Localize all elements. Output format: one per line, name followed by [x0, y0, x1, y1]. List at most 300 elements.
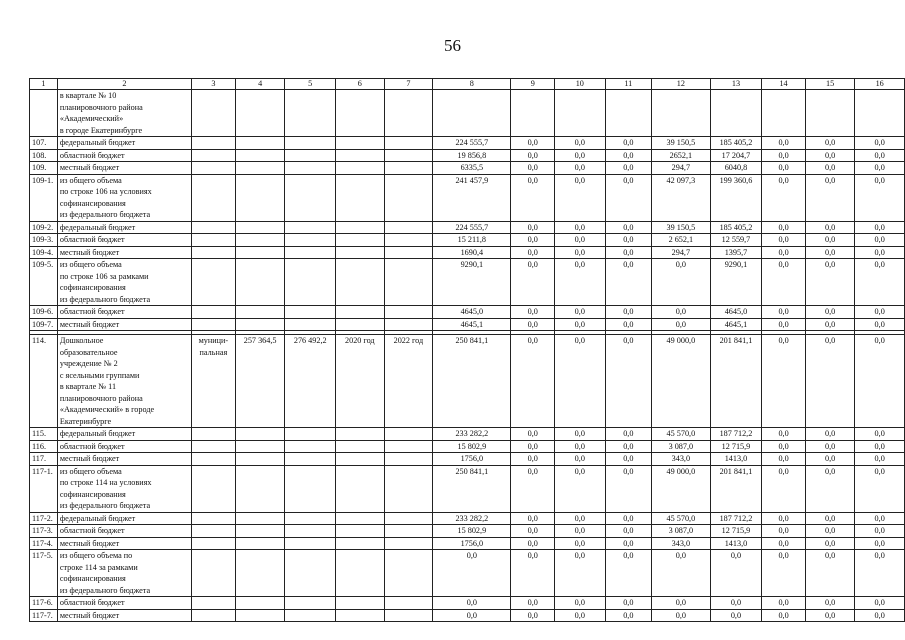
cell-text: 0,0 — [675, 307, 686, 316]
value-cell — [555, 306, 605, 319]
attribute-cell — [191, 440, 235, 453]
value-cell — [555, 512, 605, 525]
value-cell — [652, 537, 711, 550]
cell-text: 187 712,2 — [719, 429, 753, 438]
cell-text: 0,0 — [874, 598, 885, 607]
attribute-cell — [235, 137, 285, 150]
attribute-cell — [285, 428, 336, 441]
attribute-cell — [384, 440, 433, 453]
attribute-cell — [191, 246, 235, 259]
row-number-cell — [30, 597, 58, 610]
value-cell — [805, 453, 855, 466]
attribute-cell — [235, 90, 285, 137]
cell-text: 108. — [32, 150, 47, 160]
attribute-cell — [235, 512, 285, 525]
value-cell — [555, 428, 605, 441]
cell-text: 0,0 — [874, 610, 885, 620]
value-cell — [652, 597, 711, 610]
value-cell — [855, 609, 905, 622]
attribute-cell — [285, 174, 336, 221]
value-cell — [762, 512, 806, 525]
row-number-cell — [30, 428, 58, 441]
cell-text: 0,0 — [824, 441, 836, 451]
cell-text: 0,0 — [778, 163, 789, 172]
cell-text: 0,0 — [527, 138, 538, 147]
cell-text: 107. — [32, 138, 47, 147]
row-number-cell — [30, 609, 58, 622]
cell-text: 0,0 — [623, 551, 634, 560]
cell-text: 45 570,0 — [666, 429, 696, 438]
cell-text: 0,0 — [574, 319, 585, 329]
table-row — [30, 335, 905, 428]
cell-text: 15 802,9 — [457, 441, 487, 451]
cell-text: 4645,0 — [460, 307, 484, 316]
cell-text: 0,0 — [874, 307, 885, 316]
attribute-cell — [191, 550, 235, 597]
row-number-cell — [30, 453, 58, 466]
cell-text: 0,0 — [675, 610, 686, 620]
value-cell — [855, 246, 905, 259]
cell-text: 0,0 — [527, 260, 538, 269]
cell-text: 114. — [32, 336, 47, 345]
cell-text: 0,0 — [874, 513, 885, 523]
value-cell — [710, 428, 762, 441]
column-number-header: 6 — [336, 79, 385, 90]
cell-text: 117. — [32, 454, 47, 463]
cell-text: из общего объема по строке 106 на условиях софинансирования из федерального бюджета — [59, 175, 152, 219]
cell-text: 0,0 — [623, 175, 634, 185]
cell-text: 0,0 — [824, 222, 836, 232]
cell-text: 109-3. — [32, 235, 54, 244]
attribute-cell — [384, 537, 433, 550]
value-cell — [511, 512, 555, 525]
value-cell — [605, 162, 652, 175]
row-number-cell — [30, 306, 58, 319]
cell-text: 0,0 — [778, 336, 789, 345]
value-cell — [433, 550, 511, 597]
value-cell — [762, 137, 806, 150]
cell-text: 0,0 — [778, 454, 789, 463]
cell-text: местный бюджет — [59, 610, 120, 620]
value-cell — [433, 234, 511, 247]
cell-text: 12 715,9 — [721, 526, 751, 535]
value-cell — [652, 453, 711, 466]
value-cell — [511, 90, 555, 137]
cell-text: 0,0 — [874, 247, 885, 257]
value-cell — [555, 550, 605, 597]
cell-text: 0,0 — [824, 319, 836, 329]
table-row — [30, 90, 905, 137]
cell-text: 233 282,2 — [455, 513, 489, 523]
cell-text: федеральный бюджет — [59, 138, 136, 147]
column-number-header: 14 — [762, 79, 806, 90]
value-cell — [805, 465, 855, 512]
row-label-cell — [57, 221, 191, 234]
cell-text: местный бюджет — [59, 247, 120, 257]
value-cell — [710, 162, 762, 175]
value-cell — [433, 609, 511, 622]
value-cell — [855, 465, 905, 512]
attribute-cell — [336, 137, 385, 150]
cell-text: областной бюджет — [59, 150, 125, 160]
attribute-cell — [336, 162, 385, 175]
cell-text: из общего объема по строке 106 за рамками софинансирования из федерального бюджета — [59, 260, 151, 304]
cell-text: 0,0 — [623, 538, 634, 548]
cell-text: 185 405,2 — [719, 138, 753, 147]
attribute-cell — [336, 306, 385, 319]
value-cell — [555, 453, 605, 466]
column-number-header: 7 — [384, 79, 433, 90]
cell-text: 294,7 — [671, 163, 691, 172]
value-cell — [762, 221, 806, 234]
attribute-cell — [235, 259, 285, 306]
value-cell — [762, 440, 806, 453]
cell-text: 0,0 — [874, 336, 885, 345]
value-cell — [762, 318, 806, 331]
cell-text: 9290,1 — [460, 260, 484, 269]
value-cell — [433, 440, 511, 453]
cell-text: 0,0 — [824, 598, 836, 607]
attribute-cell — [384, 259, 433, 306]
attribute-cell — [191, 174, 235, 221]
attribute-cell — [336, 90, 385, 137]
cell-text: 0,0 — [730, 610, 742, 620]
attribute-cell — [384, 137, 433, 150]
value-cell — [605, 609, 652, 622]
cell-text: 185 405,2 — [719, 222, 753, 232]
cell-text: 0,0 — [874, 466, 885, 476]
cell-text: 0,0 — [574, 598, 585, 607]
attribute-cell — [336, 537, 385, 550]
value-cell — [710, 512, 762, 525]
cell-text: 45 570,0 — [666, 513, 696, 523]
row-number-cell — [30, 318, 58, 331]
value-cell — [652, 512, 711, 525]
row-number-cell — [30, 149, 58, 162]
value-cell — [855, 259, 905, 306]
value-cell — [652, 137, 711, 150]
cell-text: федеральный бюджет — [59, 429, 136, 438]
cell-text: 4645,0 — [724, 307, 748, 316]
row-label-cell — [57, 440, 191, 453]
row-label-cell — [57, 537, 191, 550]
cell-text: 0,0 — [527, 466, 538, 476]
cell-text: 276 492,2 — [293, 336, 327, 345]
cell-text: 0,0 — [623, 513, 634, 523]
value-cell — [511, 465, 555, 512]
cell-text: 0,0 — [623, 260, 634, 269]
row-label-cell — [57, 609, 191, 622]
value-cell — [762, 597, 806, 610]
cell-text: 0,0 — [778, 247, 789, 257]
cell-text: 49 000,0 — [666, 466, 696, 476]
column-number-header: 15 — [805, 79, 855, 90]
attribute-cell — [336, 440, 385, 453]
column-number-header: 13 — [710, 79, 762, 90]
row-label-cell — [57, 318, 191, 331]
value-cell — [805, 306, 855, 319]
row-label-cell — [57, 90, 191, 137]
value-cell — [762, 609, 806, 622]
value-cell — [652, 306, 711, 319]
value-cell — [605, 318, 652, 331]
cell-text: 0,0 — [778, 610, 789, 620]
cell-text: 0,0 — [874, 163, 885, 172]
value-cell — [652, 246, 711, 259]
row-number-cell — [30, 221, 58, 234]
row-number-cell — [30, 335, 58, 428]
attribute-cell — [336, 221, 385, 234]
table-row — [30, 149, 905, 162]
column-number-header: 8 — [433, 79, 511, 90]
value-cell — [855, 149, 905, 162]
cell-text: 0,0 — [623, 441, 634, 451]
value-cell — [511, 428, 555, 441]
value-cell — [805, 550, 855, 597]
table-row — [30, 453, 905, 466]
cell-text: 115. — [32, 429, 47, 438]
attribute-cell — [336, 335, 385, 428]
value-cell — [652, 149, 711, 162]
attribute-cell — [384, 512, 433, 525]
cell-text: 0,0 — [778, 441, 789, 451]
cell-text: 1413,0 — [724, 454, 748, 463]
cell-text: 0,0 — [874, 222, 885, 232]
value-cell — [805, 90, 855, 137]
value-cell — [433, 537, 511, 550]
attribute-cell — [285, 234, 336, 247]
value-cell — [805, 440, 855, 453]
cell-text: 0,0 — [527, 551, 538, 560]
value-cell — [855, 512, 905, 525]
value-cell — [762, 306, 806, 319]
row-label-cell — [57, 550, 191, 597]
attribute-cell — [285, 512, 336, 525]
cell-text: федеральный бюджет — [59, 513, 136, 523]
row-number-cell — [30, 537, 58, 550]
attribute-cell — [235, 597, 285, 610]
cell-text: федеральный бюджет — [59, 222, 136, 232]
cell-text: 0,0 — [623, 163, 634, 172]
value-cell — [652, 525, 711, 538]
attribute-cell — [384, 335, 433, 428]
cell-text: 343,0 — [671, 538, 691, 548]
cell-text: 0,0 — [623, 336, 634, 345]
value-cell — [433, 306, 511, 319]
cell-text: 250 841,1 — [455, 336, 489, 345]
cell-text: местный бюджет — [59, 163, 120, 172]
attribute-cell — [285, 259, 336, 306]
value-cell — [605, 597, 652, 610]
cell-text: 0,0 — [574, 163, 585, 172]
cell-text: 0,0 — [527, 429, 538, 438]
row-label-cell — [57, 512, 191, 525]
cell-text: 0,0 — [574, 247, 585, 257]
attribute-cell — [285, 246, 336, 259]
attribute-cell — [384, 306, 433, 319]
attribute-cell — [285, 440, 336, 453]
cell-text: 0,0 — [574, 526, 585, 535]
cell-text: 0,0 — [623, 235, 634, 244]
cell-text: 0,0 — [527, 222, 538, 232]
value-cell — [762, 465, 806, 512]
value-cell — [855, 174, 905, 221]
attribute-cell — [235, 440, 285, 453]
cell-text: 0,0 — [675, 260, 686, 269]
value-cell — [855, 234, 905, 247]
cell-text: 187 712,2 — [719, 513, 753, 523]
cell-text: 0,0 — [824, 466, 836, 476]
attribute-cell — [235, 453, 285, 466]
row-label-cell — [57, 246, 191, 259]
table-row — [30, 318, 905, 331]
table-row — [30, 246, 905, 259]
row-label-cell — [57, 597, 191, 610]
cell-text: местный бюджет — [59, 319, 120, 329]
value-cell — [511, 537, 555, 550]
attribute-cell — [285, 162, 336, 175]
value-cell — [652, 335, 711, 428]
cell-text: областной бюджет — [59, 526, 125, 535]
cell-text: 0,0 — [574, 138, 585, 147]
value-cell — [605, 246, 652, 259]
cell-text: 0,0 — [527, 538, 538, 548]
value-cell — [605, 221, 652, 234]
attribute-cell — [285, 137, 336, 150]
value-cell — [511, 440, 555, 453]
attribute-cell — [336, 512, 385, 525]
attribute-cell — [285, 149, 336, 162]
value-cell — [511, 453, 555, 466]
value-cell — [710, 174, 762, 221]
cell-text: 15 802,9 — [457, 526, 487, 535]
value-cell — [605, 174, 652, 221]
cell-text: 39 150,5 — [666, 138, 696, 147]
value-cell — [433, 90, 511, 137]
cell-text: 0,0 — [623, 526, 634, 535]
cell-text: 17 204,7 — [721, 150, 751, 160]
value-cell — [762, 453, 806, 466]
cell-text: 2 652,1 — [668, 235, 694, 244]
value-cell — [710, 259, 762, 306]
attribute-cell — [235, 335, 285, 428]
cell-text: 0,0 — [623, 610, 634, 620]
cell-text: 0,0 — [824, 150, 836, 160]
cell-text: 0,0 — [574, 336, 585, 345]
value-cell — [710, 306, 762, 319]
attribute-cell — [191, 465, 235, 512]
attribute-cell — [384, 234, 433, 247]
value-cell — [652, 259, 711, 306]
cell-text: 0,0 — [824, 429, 836, 438]
cell-text: 0,0 — [574, 222, 585, 232]
cell-text: 0,0 — [730, 551, 742, 560]
cell-text: 0,0 — [824, 175, 836, 185]
row-number-cell — [30, 550, 58, 597]
cell-text: 2652,1 — [669, 150, 693, 160]
cell-text: 39 150,5 — [666, 222, 696, 232]
cell-text: 0,0 — [623, 319, 634, 329]
row-number-cell — [30, 512, 58, 525]
value-cell — [605, 525, 652, 538]
cell-text: 109-1. — [32, 175, 54, 185]
cell-text: 0,0 — [527, 441, 538, 451]
cell-text: 6040,8 — [724, 163, 748, 172]
attribute-cell — [336, 550, 385, 597]
attribute-cell — [384, 318, 433, 331]
cell-text: 117-4. — [32, 538, 53, 548]
attribute-cell — [384, 428, 433, 441]
cell-text: 0,0 — [824, 307, 836, 316]
cell-text: 109. — [32, 163, 47, 172]
cell-text: 2022 год — [393, 336, 424, 345]
attribute-cell — [384, 453, 433, 466]
cell-text: 0,0 — [675, 551, 686, 560]
column-number-header: 3 — [191, 79, 235, 90]
value-cell — [710, 149, 762, 162]
cell-text: 0,0 — [527, 610, 538, 620]
attribute-cell — [235, 609, 285, 622]
value-cell — [605, 440, 652, 453]
value-cell — [511, 335, 555, 428]
value-cell — [605, 453, 652, 466]
cell-text: 6335,5 — [460, 163, 484, 172]
cell-text: 199 360,6 — [719, 175, 753, 185]
attribute-cell — [384, 609, 433, 622]
cell-text: 0,0 — [574, 429, 585, 438]
cell-text: областной бюджет — [59, 307, 125, 316]
cell-text: 0,0 — [824, 336, 836, 345]
table-row — [30, 550, 905, 597]
cell-text: 116. — [32, 441, 47, 451]
cell-text: областной бюджет — [59, 441, 125, 451]
value-cell — [605, 335, 652, 428]
attribute-cell — [285, 318, 336, 331]
cell-text: 0,0 — [574, 454, 585, 463]
cell-text: муници- пальная — [198, 336, 229, 357]
attribute-cell — [235, 149, 285, 162]
cell-text: 0,0 — [778, 150, 789, 160]
value-cell — [555, 318, 605, 331]
value-cell — [511, 259, 555, 306]
value-cell — [805, 149, 855, 162]
value-cell — [710, 609, 762, 622]
cell-text: 0,0 — [778, 429, 789, 438]
value-cell — [652, 465, 711, 512]
row-number-cell — [30, 162, 58, 175]
table-row — [30, 234, 905, 247]
cell-text: 0,0 — [527, 150, 538, 160]
cell-text: 0,0 — [778, 138, 789, 147]
cell-text: 19 856,8 — [457, 150, 487, 160]
value-cell — [762, 550, 806, 597]
table-row — [30, 137, 905, 150]
cell-text: 0,0 — [574, 551, 585, 560]
value-cell — [710, 234, 762, 247]
cell-text: 0,0 — [574, 150, 585, 160]
attribute-cell — [191, 162, 235, 175]
value-cell — [652, 174, 711, 221]
row-label-cell — [57, 174, 191, 221]
attribute-cell — [191, 149, 235, 162]
value-cell — [555, 149, 605, 162]
cell-text: 0,0 — [874, 441, 885, 451]
attribute-cell — [285, 90, 336, 137]
attribute-cell — [235, 174, 285, 221]
value-cell — [433, 221, 511, 234]
cell-text: 0,0 — [527, 454, 538, 463]
cell-text: 0,0 — [675, 598, 686, 607]
